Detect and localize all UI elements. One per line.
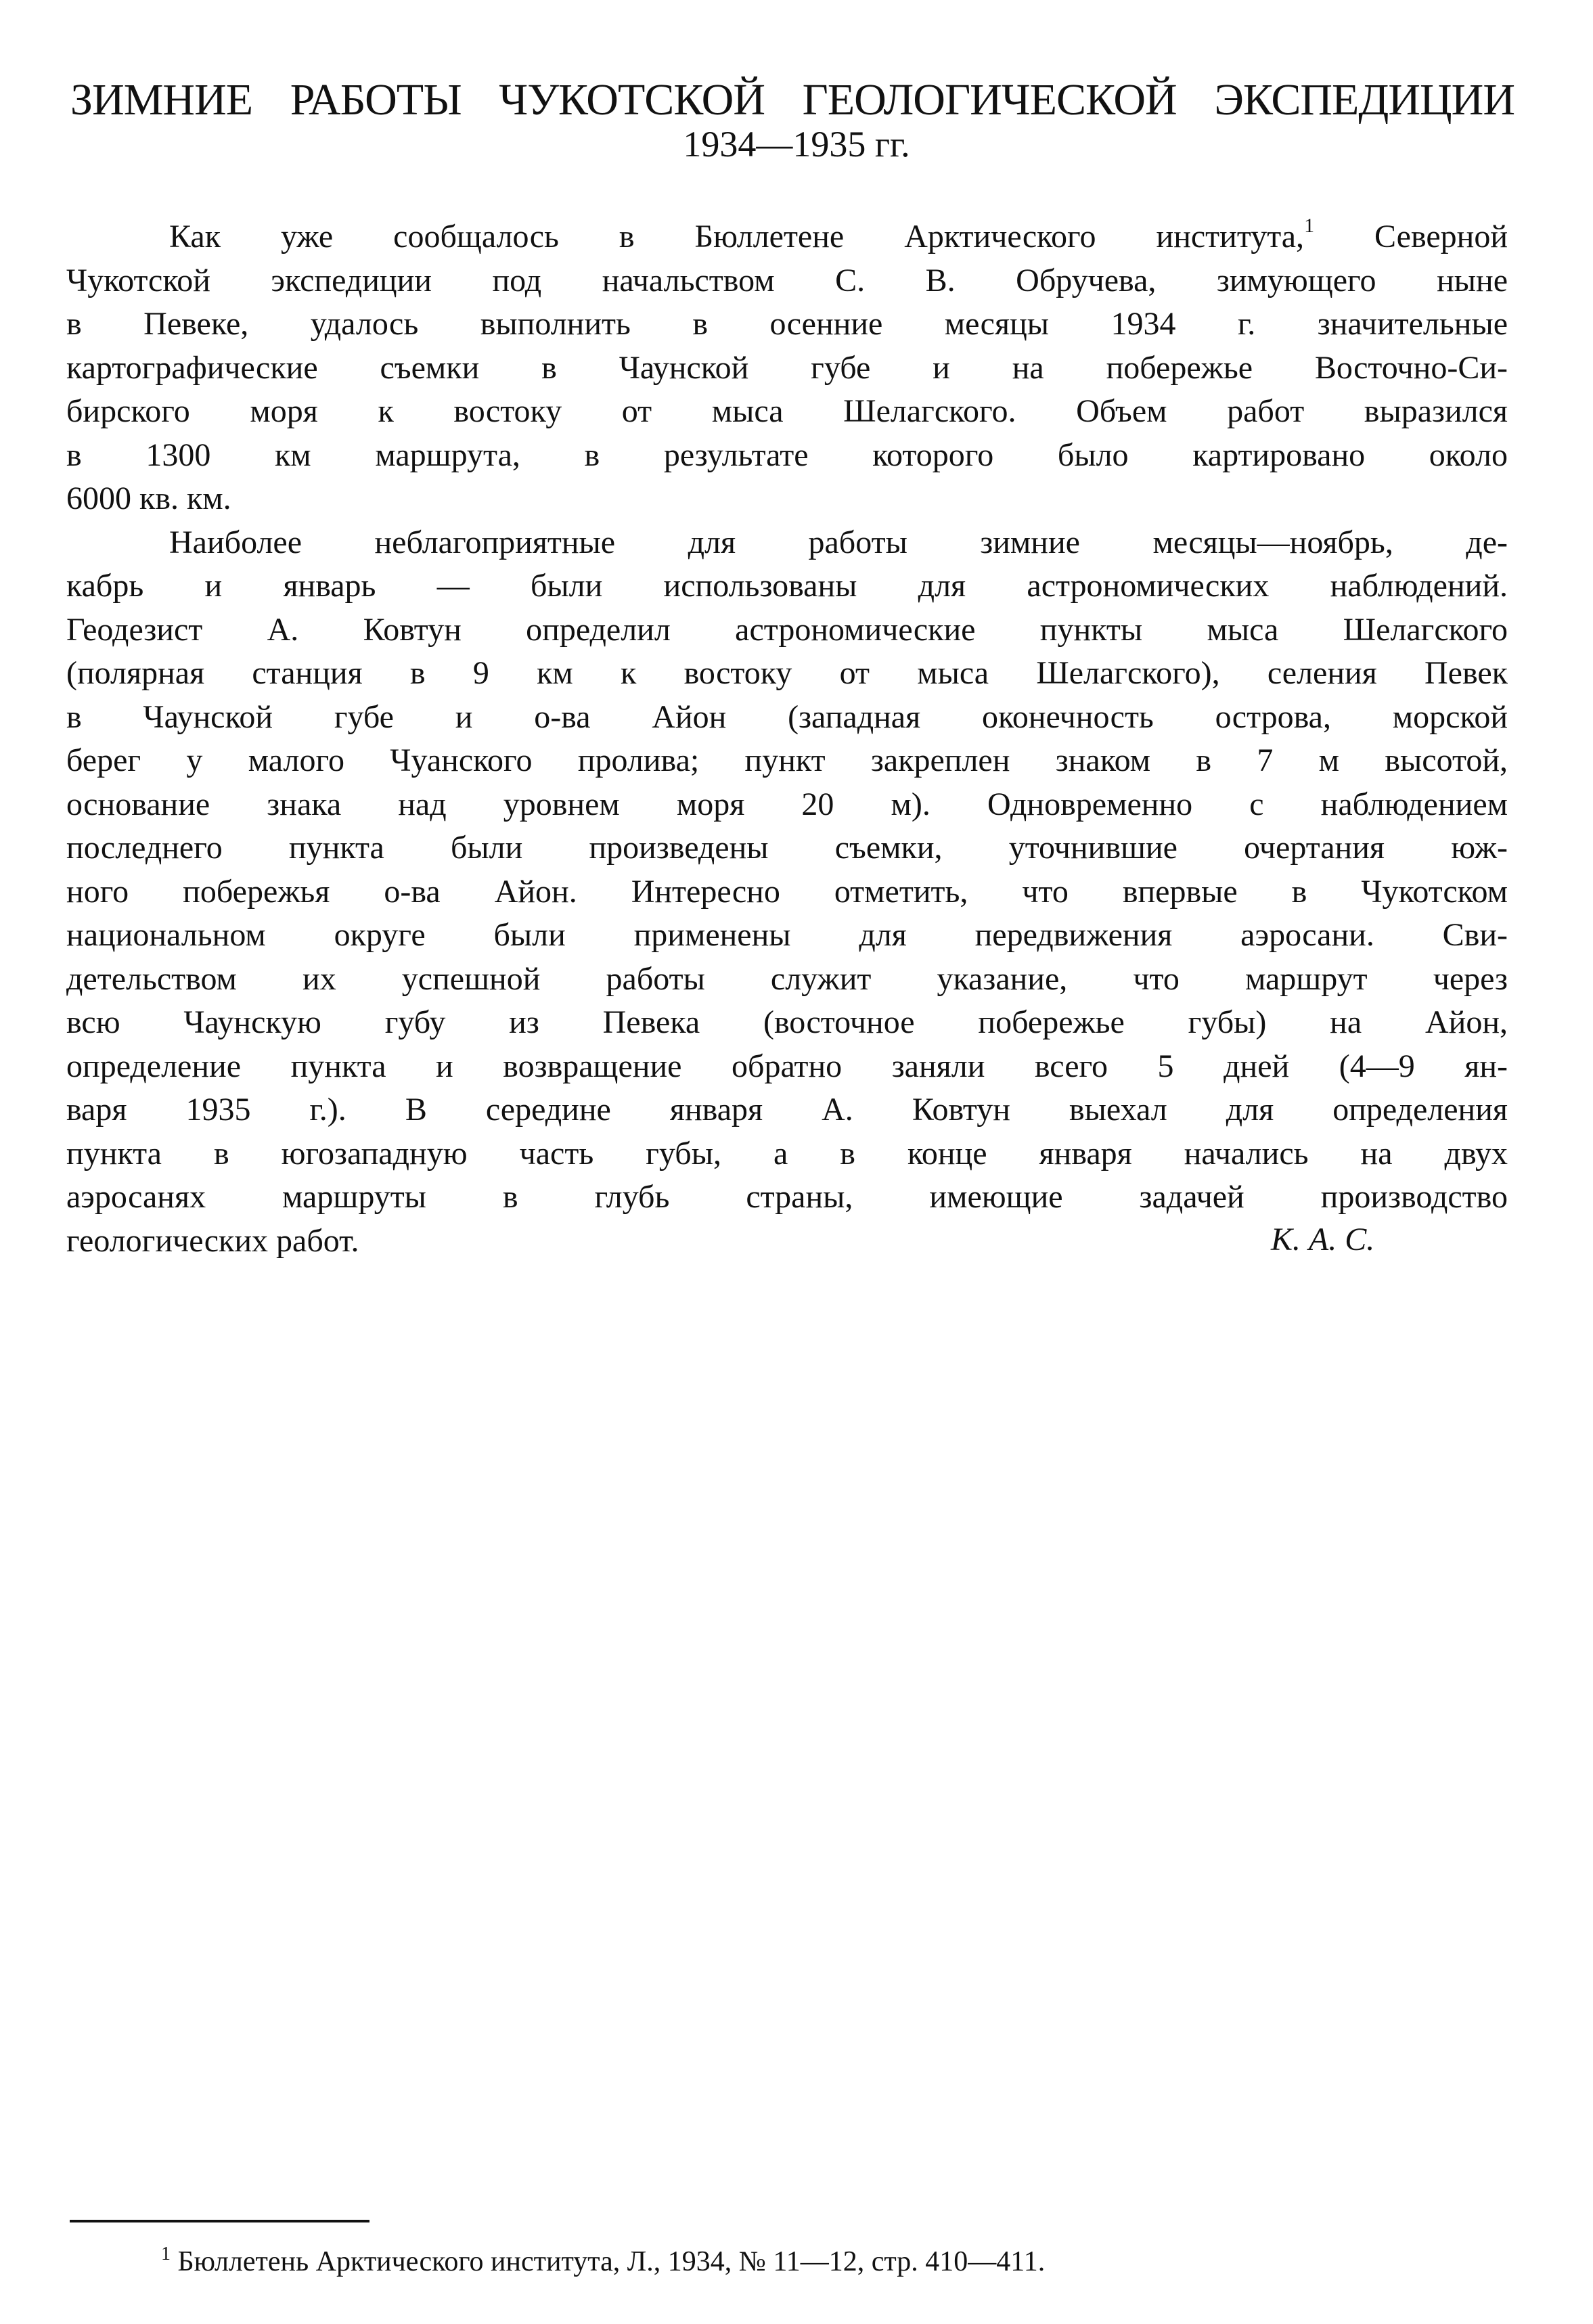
- footnote-text: Бюллетень Арктического института, Л., 1934, № 11—12, стр. 410—411.: [177, 2246, 1046, 2277]
- text-line: национальном округе были применены для передвижения аэросани. Сви-: [66, 917, 1508, 953]
- text-line: аэросанях маршруты в глубь страны, имеющие задачей производство: [66, 1179, 1508, 1215]
- text-line: ного побережья о-ва Айон. Интересно отметить, что впервые в Чукотском: [66, 873, 1508, 910]
- paragraph-1: [66, 215, 1508, 521]
- text-line: картографические съемки в Чаунской губе и на побережье Восточно-Си-: [66, 349, 1508, 386]
- text-line: определение пункта и возвращение обратно заняли всего 5 дней (4—9 ян-: [66, 1048, 1508, 1084]
- text-line: детельством их успешной работы служит указание, что маршрут через: [66, 960, 1508, 997]
- text-line: в 1300 км маршрута, в результате которого было картировано около: [66, 437, 1508, 473]
- footnote-ref[interactable]: 1: [1304, 215, 1315, 237]
- paragraph-2: [66, 521, 1508, 1264]
- text-line: геологических работ.: [66, 1222, 359, 1259]
- text-line: Геодезист А. Ковтун определил астрономические пункты мыса Шелагского: [66, 611, 1508, 648]
- article-title: ЗИМНИЕ РАБОТЫ ЧУКОТСКОЙ ГЕОЛОГИЧЕСКОЙ ЭКСПЕДИЦИИ: [70, 75, 1515, 125]
- article-body: [66, 215, 1508, 1263]
- text-line: всю Чаунскую губу из Певека (восточное побережье губы) на Айон,: [66, 1004, 1508, 1040]
- text-line: в Чаунской губе и о-ва Айон (западная оконечность острова, морской: [66, 698, 1508, 735]
- author-initials: К. А. С.: [1271, 1222, 1375, 1257]
- text-line: варя 1935 г.). В середине января А. Ковтун выехал для определения: [66, 1092, 1508, 1127]
- footnote: [161, 2241, 1045, 2282]
- text-line: 6000 кв. км.: [66, 481, 231, 516]
- text-line: берег у малого Чуанского пролива; пункт закреплен знаком в 7 м высотой,: [66, 742, 1508, 778]
- text-line: основание знака над уровнем моря 20 м). Одновременно с наблюдением: [66, 786, 1508, 822]
- text-line: кабрь и январь — были использованы для астрономических наблюдений.: [66, 568, 1508, 604]
- text-line: в Певеке, удалось выполнить в осенние месяцы 1934 г. значительные: [66, 306, 1508, 342]
- article-subtitle-years: 1934—1935 гг.: [683, 124, 910, 164]
- footnote-divider: [70, 2220, 369, 2222]
- text-line: (полярная станция в 9 км к востоку от мыса Шелагского), селения Певек: [66, 655, 1508, 691]
- text-line: Чукотской экспедиции под начальством С. В. Обручева, зимующего ныне: [66, 262, 1508, 298]
- text-line: Как уже сообщалось в Бюллетене Арктического института,$^1$ Северной: [169, 215, 1508, 254]
- text-line: бирского моря к востоку от мыса Шелагского. Объем работ выразился: [66, 393, 1508, 429]
- footnote-number: 1: [161, 2243, 171, 2264]
- text-line: пункта в югозападную часть губы, а в конце января начались на двух: [66, 1135, 1508, 1171]
- text-line: последнего пункта были произведены съемки, уточнившие очертания юж-: [66, 830, 1508, 866]
- text-line: Наиболее неблагоприятные для работы зимние месяцы—ноябрь, де-: [169, 524, 1508, 560]
